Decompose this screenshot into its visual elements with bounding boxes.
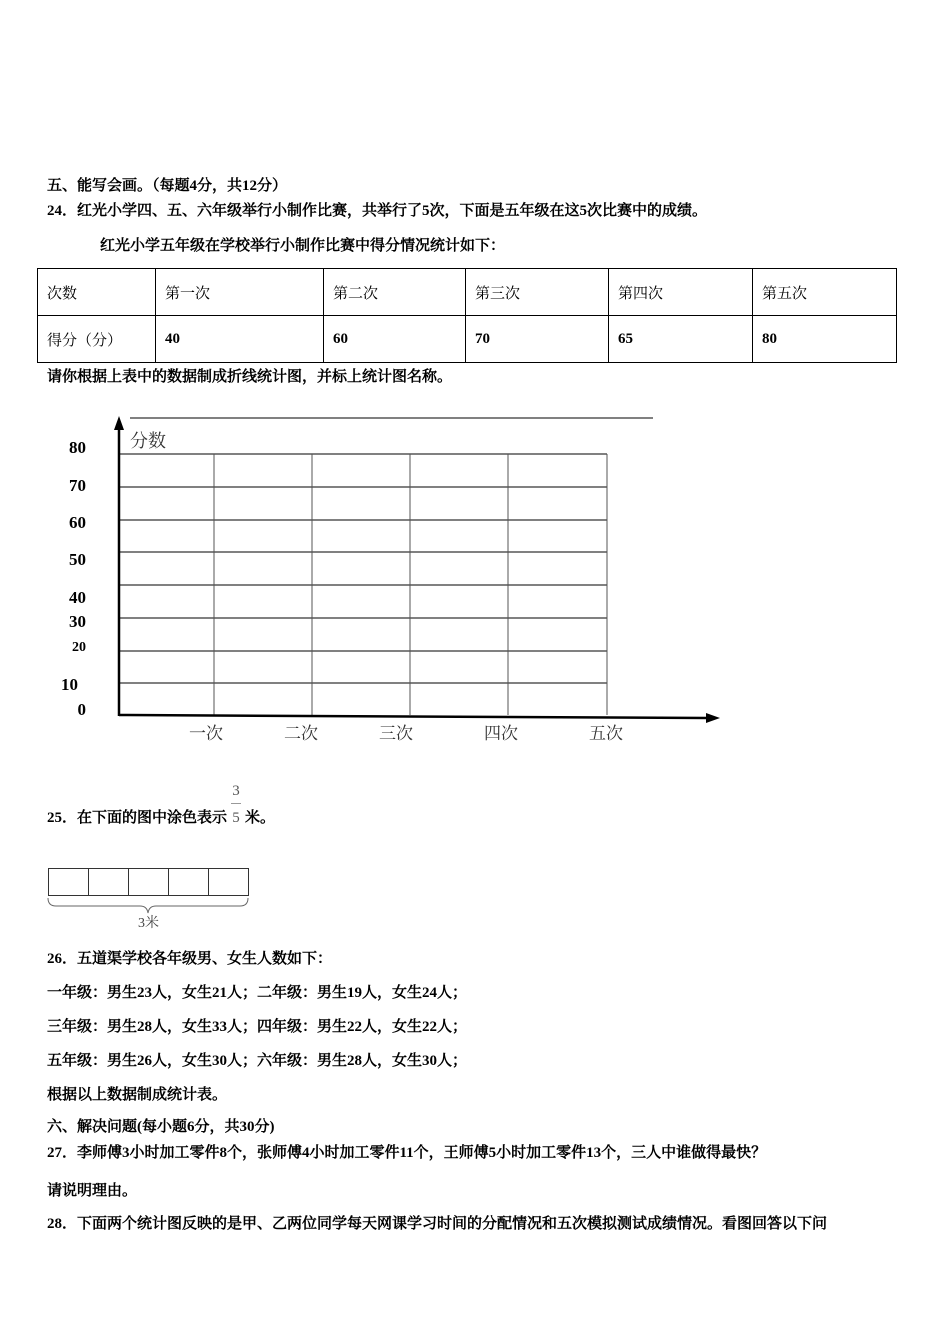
bar-cell[interactable]: [129, 869, 169, 895]
y-tick-label: 30: [69, 612, 86, 631]
x-tick-label: 五次: [589, 724, 623, 743]
x-tick-label: 一次: [189, 724, 223, 743]
y-axis-label: 分数: [130, 431, 166, 451]
table-title: 红光小学五年级在学校举行小制作比赛中得分情况统计如下：: [100, 238, 506, 254]
table-cell: 80: [753, 316, 897, 363]
table-cell: 60: [324, 316, 466, 363]
table-header-cell: 第五次: [753, 269, 897, 316]
table-cell: 65: [609, 316, 753, 363]
q25-text-before: 25．在下面的图中涂色表示: [47, 810, 228, 826]
x-tick-label: 二次: [284, 724, 318, 743]
table-header-cell: 第一次: [156, 269, 324, 316]
table-header-cell: 第四次: [609, 269, 753, 316]
y-tick-label: 70: [69, 476, 86, 495]
q26-data-line: 一年级：男生23人，女生21人；二年级：男生19人，女生24人；: [47, 985, 468, 1001]
q26-instruction: 根据以上数据制成统计表。: [47, 1087, 228, 1103]
x-tick-label: 四次: [484, 724, 518, 743]
brace-icon: [44, 896, 254, 916]
y-tick-label: 20: [72, 640, 86, 655]
q26-data-line: 五年级：男生26人，女生30人；六年级：男生28人，女生30人；: [47, 1053, 468, 1069]
table-header-cell: 次数: [38, 269, 156, 316]
fraction-bar: [231, 803, 241, 804]
table-cell: 得分（分）: [38, 316, 156, 363]
y-tick-label: 0: [77, 700, 86, 719]
question-27-text: 27．李师傅3小时加工零件8个，张师傅4小时加工零件11个，王师傅5小时加工零件13个，三人中谁做得最快？: [47, 1145, 767, 1161]
question-26-text: 26．五道渠学校各年级男、女生人数如下：: [47, 951, 333, 967]
table-cell: 40: [156, 316, 324, 363]
table-header-cell: 第二次: [324, 269, 466, 316]
bar-cell[interactable]: [49, 869, 89, 895]
y-tick-label: 60: [69, 513, 86, 532]
section-5-title: 五、能写会画。（每题4分，共12分）: [47, 178, 288, 194]
grid-lines: [119, 454, 607, 715]
table-header-cell: 第三次: [466, 269, 609, 316]
brace-label: 3米: [138, 916, 159, 931]
section-6-title: 六、解决问题(每小题6分，共30分): [47, 1119, 275, 1135]
x-axis: [119, 715, 708, 718]
bar-cell[interactable]: [209, 869, 248, 895]
q27-line2: 请说明理由。: [47, 1183, 138, 1199]
bar-cell[interactable]: [169, 869, 209, 895]
q24-instruction: 请你根据上表中的数据制成折线统计图，并标上统计图名称。: [47, 369, 453, 385]
question-28-text: 28．下面两个统计图反映的是甲、乙两位同学每天网课学习时间的分配情况和五次模拟测试成绩情况。看图回答以下问: [47, 1216, 828, 1232]
y-tick-label: 40: [69, 588, 86, 607]
fraction-bar-boxes: [48, 868, 249, 896]
y-tick-label: 10: [61, 675, 78, 694]
bar-cell[interactable]: [89, 869, 129, 895]
y-tick-label: 50: [69, 550, 86, 569]
x-axis-arrow-icon: [706, 713, 720, 723]
y-axis-arrow-icon: [114, 416, 124, 430]
table-cell: 70: [466, 316, 609, 363]
fraction-numerator: 3: [232, 783, 240, 799]
fraction: [231, 782, 241, 827]
q26-data-line: 三年级：男生28人，女生33人；四年级：男生22人，女生22人；: [47, 1019, 468, 1035]
x-tick-label: 三次: [379, 724, 413, 743]
q25-text-after: 米。: [245, 810, 276, 826]
y-tick-label: 80: [69, 438, 86, 457]
question-25-text: [47, 782, 275, 827]
question-24-text: 24．红光小学四、五、六年级举行小制作比赛，共举行了5次，下面是五年级在这5次比赛中的成绩。: [47, 203, 708, 219]
fraction-denominator: 5: [232, 810, 240, 826]
